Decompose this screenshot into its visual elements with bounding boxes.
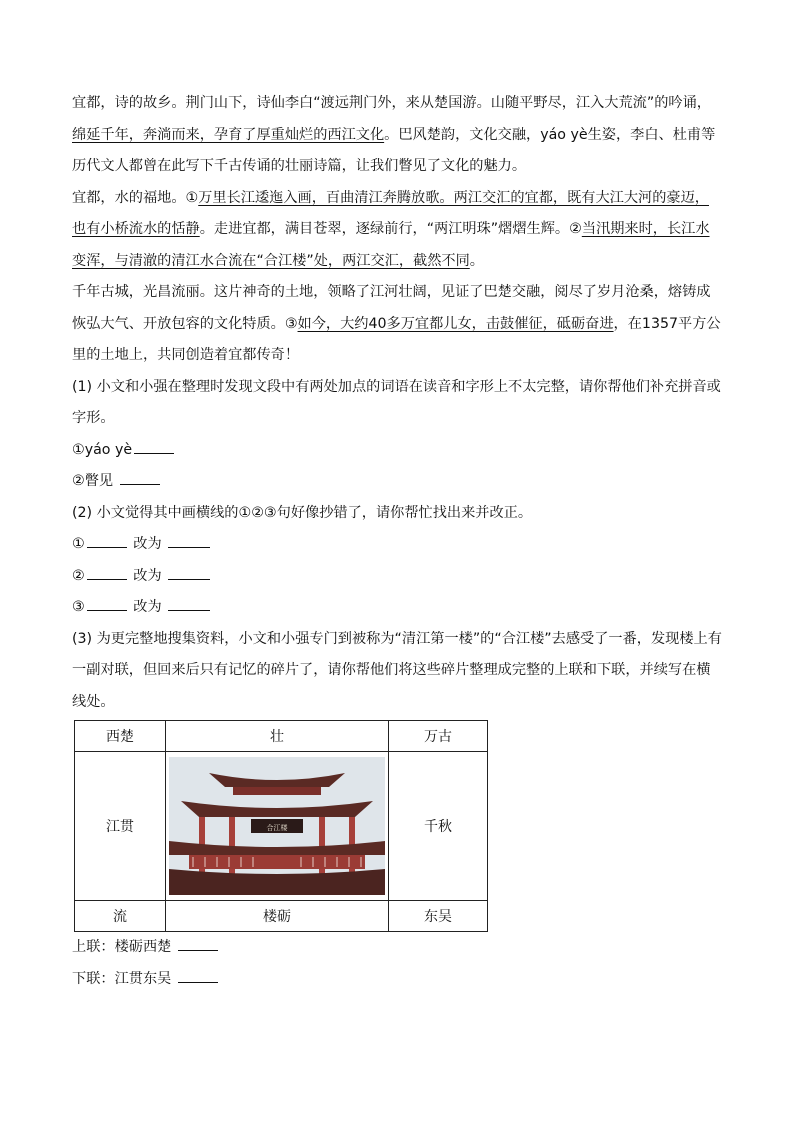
paragraph-water [72,183,722,278]
underlined-sentence-1: 万里长江逶迤入画，百曲清江奔腾放歌。两江交汇的宜都，既有大江大河的豪迈，也有小桥流水的恬静 [72,189,709,237]
lower-couplet-label: 下联：江贯东吴 [72,970,172,987]
change-to-label: 改为 [133,536,162,552]
question-3-prompt: (3) 为更完整地搜集资料，小文和小强专门到被称为“清江第一楼”的“合江楼”去感受了一番，发现楼上有一副对联，但回来后只有记忆的碎片了，请你帮他们将这些碎片整理成完整的上联和下联，并续写在横线处。 [72,630,722,710]
table-cell: 西楚 [75,721,166,752]
table-cell: 千秋 [389,752,488,901]
table-cell: 壮 [166,721,389,752]
couplet-fragments-table [74,720,488,932]
item-label: ② [72,567,85,584]
item-label: ③ [72,599,85,615]
table-cell: 楼砺 [166,901,389,932]
svg-text:合江楼: 合江楼 [266,824,288,832]
question-1-prompt: (1) 小文和小强在整理时发现文段中有两处加点的词语在读音和字形上不太完整，请你帮他们补充拼音或字形。 [72,378,721,426]
paragraph-text: 。走进宜都，满目苍翠，逐绿前行，“两江明珠”熠熠生辉。② [199,221,582,237]
paragraph-text: 千年古城，光昌流丽。这片神奇的土地，领略了江河壮阔，见证了巴楚交融，阅尽了岁月沧桑，熔铸成恢弘大气、开放包容的文化特质。③ [72,284,711,332]
paragraph-text: ，在1357平方公里的土地上，共同创造着宜都传奇！ [72,315,721,363]
upper-couplet-line [72,932,722,964]
answer-blank[interactable] [120,483,160,485]
underlined-sentence-2: 当汛期来时，长江水变浑，与清澈的清江水合流在“合江楼”处，两江交汇，截然不同 [72,221,710,269]
table-cell: 东吴 [389,901,488,932]
question-2-item-3 [72,592,722,624]
paragraph-ancient-city [72,277,722,372]
question-1-item-2 [72,466,722,498]
item-label: ①yáo yè [72,441,133,458]
answer-blank[interactable] [87,609,127,611]
underlined-sentence-3: 如今，大约40多万宜都儿女，击鼓催征，砥砺奋进 [297,315,614,332]
table-cell: 流 [75,901,166,932]
answer-blank[interactable] [168,546,210,548]
answer-blank[interactable] [178,981,218,983]
table-cell: 江贯 [75,752,166,901]
paragraph-text: 。巴风楚韵，文化交融，yáo yè生姿，李白、杜甫等历代文人都曾在此写下千古传诵的壮丽诗篇，让我们瞥见了文化的魅力。 [72,126,716,174]
question-2-prompt: (2) 小文觉得其中画横线的①②③句好像抄错了，请你帮忙找出来并改正。 [72,504,533,521]
paragraph-text: 宜都，诗的故乡。荆门山下，诗仙李白“渡远荆门外，来从楚国游。山随平野尽，江入大荒流”的吟诵， [72,95,711,111]
underlined-sentence: 绵延千年，奔淌而来，孕育了厚重灿烂的西江文化 [72,126,385,143]
change-to-label: 改为 [133,567,162,584]
item-label: ① [72,536,85,552]
paragraph-text: 。 [469,252,484,269]
answer-blank[interactable] [178,949,218,951]
document-page [72,88,722,995]
paragraph-text: 宜都，水的福地。① [72,189,199,206]
lower-couplet-line [72,964,722,996]
answer-blank[interactable] [87,578,127,580]
item-label: ②瞥见 [72,473,114,489]
answer-blank[interactable] [134,452,174,454]
answer-blank[interactable] [87,546,127,548]
upper-couplet-label: 上联：楼砺西楚 [72,939,172,955]
question-2-item-1 [72,529,722,561]
answer-blank[interactable] [168,609,210,611]
photo-cell [166,752,389,901]
table-cell: 万古 [389,721,488,752]
hejiang-tower-photo [169,757,385,895]
question-1-item-1 [72,435,722,467]
answer-blank[interactable] [168,578,210,580]
change-to-label: 改为 [133,599,162,615]
paragraph-poetry [72,88,722,183]
question-2-item-2 [72,561,722,593]
